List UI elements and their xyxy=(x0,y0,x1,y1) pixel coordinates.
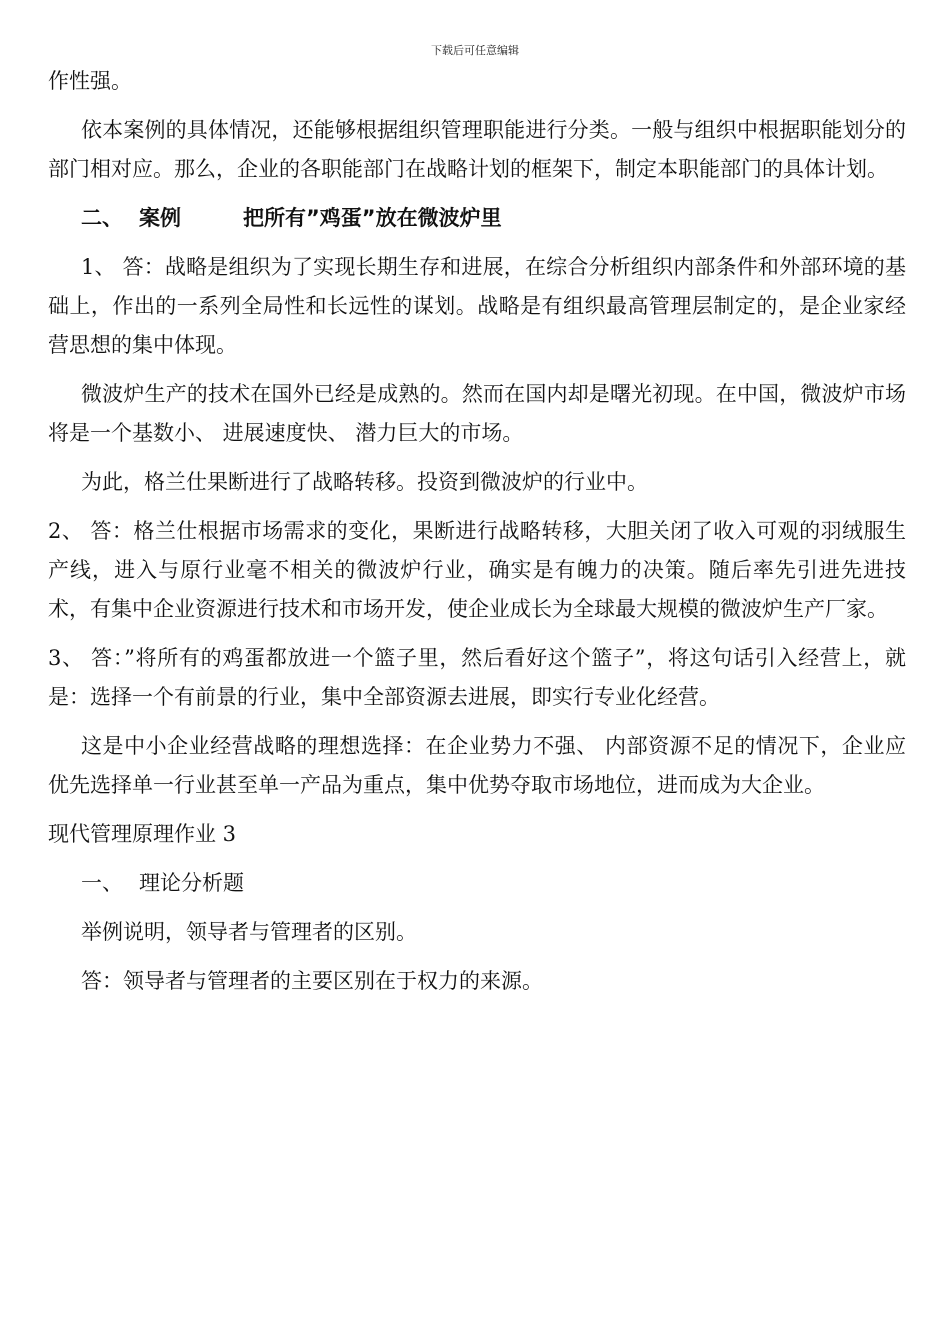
section-heading xyxy=(48,864,906,903)
answer-2-paragraph: 2、 答：格兰仕根据市场需求的变化，果断进行战略转移，大胆关闭了收入可观的羽绒服生产线，进入与原行业毫不相关的微波炉行业，确实是有魄力的决策。随后率先引进先进技术，有集中企业资源进行技术和市场开发，使企业成长为全球最大规模的微波炉生产厂家。 xyxy=(48,519,906,621)
sme-strategy-paragraph: 这是中小企业经营战略的理想选择：在企业势力不强、 内部资源不足的情况下，企业应优先选择单一行业甚至单一产品为重点，集中优势夺取市场地位，进而成为大企业。 xyxy=(48,734,906,797)
paragraph-continuation: 作性强。 xyxy=(48,69,132,93)
case-heading xyxy=(48,199,906,238)
case-heading-label: 案例 xyxy=(139,206,181,230)
case-heading-title: 把所有”鸡蛋”放在微波炉里 xyxy=(243,206,502,230)
answer-3-paragraph: 3、 答：”将所有的鸡蛋都放进一个篮子里，然后看好这个篮子”，将这句话引入经营上，就是：选择一个有前景的行业，集中全部资源去进展，即实行专业化经营。 xyxy=(48,646,906,709)
answer-1-paragraph: 1、 答：战略是组织为了实现长期生存和进展，在综合分析组织内部条件和外部环境的基础上，作出的一系列全局性和长远性的谋划。战略是有组织最高管理层制定的，是企业家经营思想的集中体现。 xyxy=(48,255,906,357)
case-heading-number: 二、 xyxy=(81,206,123,230)
strategy-shift-paragraph: 为此，格兰仕果断进行了战略转移。投资到微波炉的行业中。 xyxy=(81,470,648,494)
assignment-title: 现代管理原理作业 3 xyxy=(48,822,237,846)
microwave-market-paragraph: 微波炉生产的技术在国外已经是成熟的。然而在国内却是曙光初现。在中国，微波炉市场将是一个基数小、 进展速度快、 潜力巨大的市场。 xyxy=(48,382,906,445)
document-body xyxy=(48,62,906,1011)
section-heading-title: 理论分析题 xyxy=(139,871,244,895)
answer-paragraph: 答：领导者与管理者的主要区别在于权力的来源。 xyxy=(81,969,543,993)
question-paragraph: 举例说明，领导者与管理者的区别。 xyxy=(81,920,417,944)
paragraph-classification: 依本案例的具体情况，还能够根据组织管理职能进行分类。一般与组织中根据职能划分的部门相对应。那么，企业的各职能部门在战略计划的框架下，制定本职能部门的具体计划。 xyxy=(48,118,906,181)
page-header: 下载后可任意编辑 xyxy=(431,44,519,57)
section-heading-number: 一、 xyxy=(81,871,123,895)
